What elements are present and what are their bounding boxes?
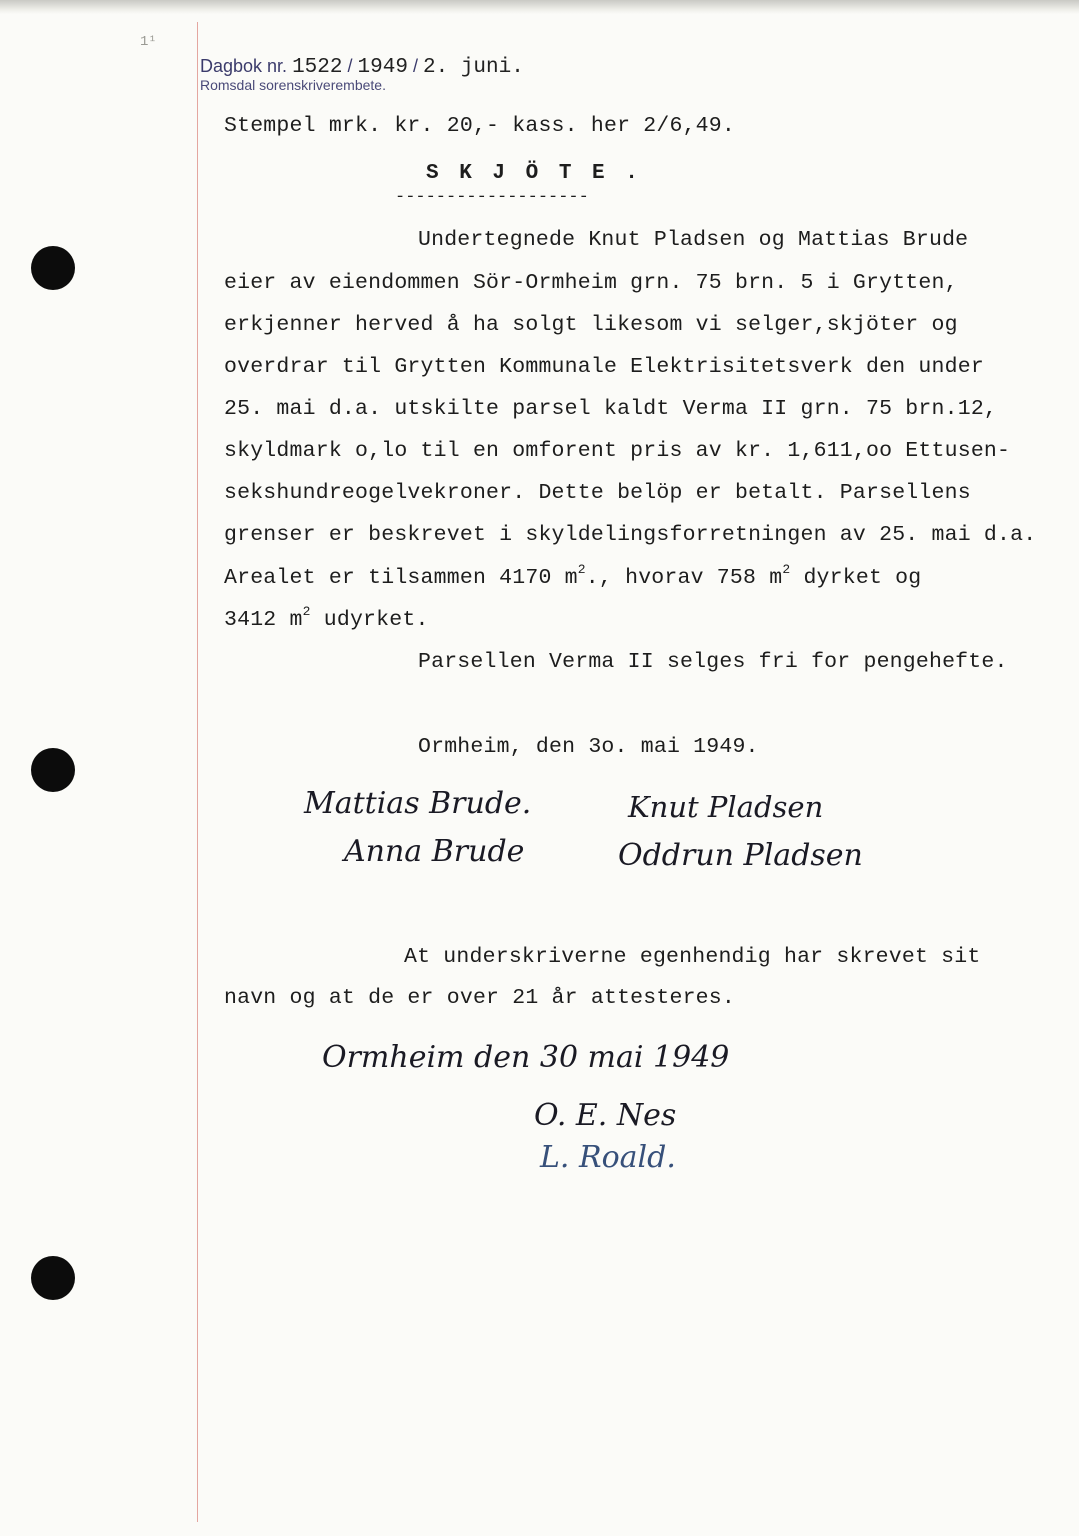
witness-place-date: Ormheim den 30 mai 1949 <box>322 1040 730 1075</box>
scan-top-edge <box>0 0 1079 14</box>
dagbok-label: Dagbok nr. <box>200 56 288 76</box>
signature-mattias-brude: Mattias Brude. <box>304 786 532 821</box>
office-name: Romsdal sorenskriverembete. <box>200 77 386 93</box>
punch-hole <box>31 1256 75 1300</box>
body-line: eier av eiendommen Sör-Ormheim grn. 75 brn. 5 i Grytten, <box>224 271 958 295</box>
witness-signature-roald: L. Roald. <box>540 1140 676 1175</box>
area-line-1: Arealet er tilsammen 4170 $m^2$., hvorav 758 $m^2$ dyrket og <box>224 562 922 590</box>
witness-signature-nes: O. E. Nes <box>534 1098 677 1133</box>
body-line: grenser er beskrevet i skyldelingsforretningen av 25. mai d.a. <box>224 523 1037 547</box>
attest-line: navn og at de er over 21 år attesteres. <box>224 986 735 1010</box>
dagbok-number: 1522 <box>292 56 343 79</box>
body-line: erkjenner herved å ha solgt likesom vi selger,skjöter og <box>224 313 958 337</box>
body-line: sekshundreogelvekroner. Dette belöp er betalt. Parsellens <box>224 481 971 505</box>
body-line: skyldmark o,lo til en omforent pris av kr. 1,611,oo Ettusen- <box>224 439 1011 463</box>
signature-oddrun-pladsen: Oddrun Pladsen <box>618 838 863 873</box>
fee-line: Stempel mrk. kr. 20,- kass. her 2/6,49. <box>224 114 735 138</box>
body-line: 25. mai d.a. utskilte parsel kaldt Verma II grn. 75 brn.12, <box>224 397 998 421</box>
free-of-debt-line: Parsellen Verma II selges fri for pengehefte. <box>418 650 1008 674</box>
attest-line: At underskriverne egenhendig har skrevet sit <box>404 945 981 969</box>
signature-knut-pladsen: Knut Pladsen <box>628 790 824 824</box>
signature-anna-brude: Anna Brude <box>344 834 525 869</box>
area-line-2: 3412 $m^2$ udyrket. <box>224 604 429 632</box>
dagbok-year: 1949 <box>357 56 408 79</box>
place-date: Ormheim, den 3o. mai 1949. <box>418 735 759 759</box>
registry-stamp: Dagbok nr. 1522 / 1949 / 2. juni. Romsdal sorenskriverembete. <box>200 56 524 93</box>
punch-hole <box>31 748 75 792</box>
margin-rule <box>197 22 198 1522</box>
punch-hole <box>31 246 75 290</box>
title-underline: ------------------- <box>395 188 589 207</box>
dagbok-date: 2. juni. <box>423 56 524 79</box>
document-title: S K J Ö T E . <box>426 162 642 185</box>
body-line: Undertegnede Knut Pladsen og Mattias Brude <box>418 228 969 252</box>
body-line: overdrar til Grytten Kommunale Elektrisitetsverk den under <box>224 355 984 379</box>
margin-mark: 1¹ <box>140 34 157 50</box>
